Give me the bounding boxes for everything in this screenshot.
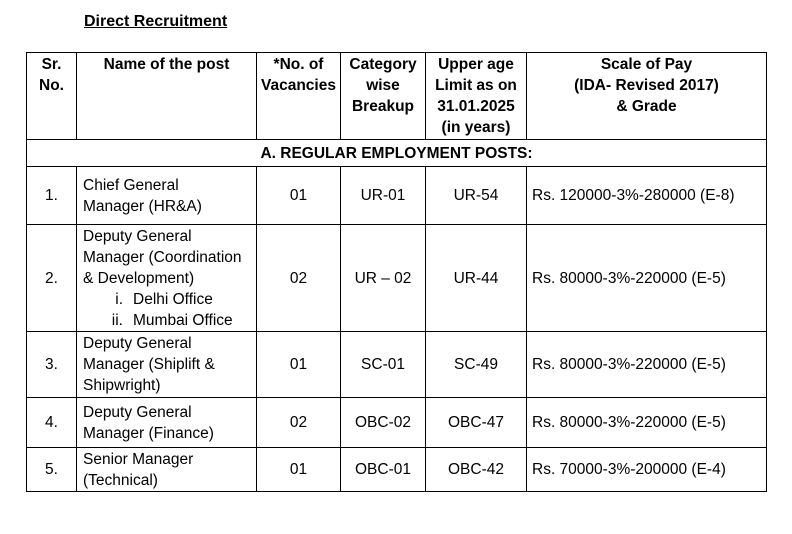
row-post-name: Deputy General Manager (Coordination & Development) i. Delhi Office ii. Mumbai Office [77, 225, 257, 332]
sub-item: ii. Mumbai Office [111, 311, 233, 329]
table-row [27, 225, 767, 332]
row-category: UR-01 [341, 167, 426, 225]
row-pay: Rs. 70000-3%-200000 (E-4) [527, 448, 767, 492]
row-age: UR-44 [426, 225, 527, 332]
table-row [27, 332, 767, 398]
row-pay: Rs. 80000-3%-220000 (E-5) [527, 332, 767, 398]
row-category: OBC-01 [341, 448, 426, 492]
row-age: OBC-42 [426, 448, 527, 492]
row-sr: 3. [27, 332, 77, 398]
row-vacancies: 02 [257, 225, 341, 332]
row-post-name: Deputy General Manager (Shiplift & Shipwright) [77, 332, 257, 398]
table-header-row [27, 53, 767, 140]
header-name: Name of the post [77, 53, 257, 140]
row-sr: 1. [27, 167, 77, 225]
section-title: A. REGULAR EMPLOYMENT POSTS: [27, 140, 767, 167]
row-category: OBC-02 [341, 398, 426, 448]
row-category: SC-01 [341, 332, 426, 398]
section-row [27, 140, 767, 167]
row-age: SC-49 [426, 332, 527, 398]
row-pay: Rs. 120000-3%-280000 (E-8) [527, 167, 767, 225]
row-post-name: Deputy General Manager (Finance) [77, 398, 257, 448]
header-pay: Scale of Pay (IDA- Revised 2017) & Grade [527, 53, 767, 140]
row-vacancies: 01 [257, 332, 341, 398]
row-pay: Rs. 80000-3%-220000 (E-5) [527, 398, 767, 448]
row-age: OBC-47 [426, 398, 527, 448]
row-sr: 4. [27, 398, 77, 448]
row-pay: Rs. 80000-3%-220000 (E-5) [527, 225, 767, 332]
header-category: Category wise Breakup [341, 53, 426, 140]
row-sr: 2. [27, 225, 77, 332]
table-row [27, 167, 767, 225]
sub-item: i. Delhi Office [115, 290, 213, 308]
row-vacancies: 01 [257, 167, 341, 225]
recruitment-table [26, 52, 767, 492]
table-row [27, 448, 767, 492]
row-sr: 5. [27, 448, 77, 492]
row-post-name: Chief General Manager (HR&A) [77, 167, 257, 225]
table-row [27, 398, 767, 448]
header-sr: Sr. No. [27, 53, 77, 140]
row-vacancies: 02 [257, 398, 341, 448]
row-category: UR – 02 [341, 225, 426, 332]
row-vacancies: 01 [257, 448, 341, 492]
header-vacancies: *No. of Vacancies [257, 53, 341, 140]
page-heading: Direct Recruitment [84, 13, 228, 30]
header-age: Upper age Limit as on 31.01.2025 (in years) [426, 53, 527, 140]
row-post-name: Senior Manager (Technical) [77, 448, 257, 492]
row-age: UR-54 [426, 167, 527, 225]
